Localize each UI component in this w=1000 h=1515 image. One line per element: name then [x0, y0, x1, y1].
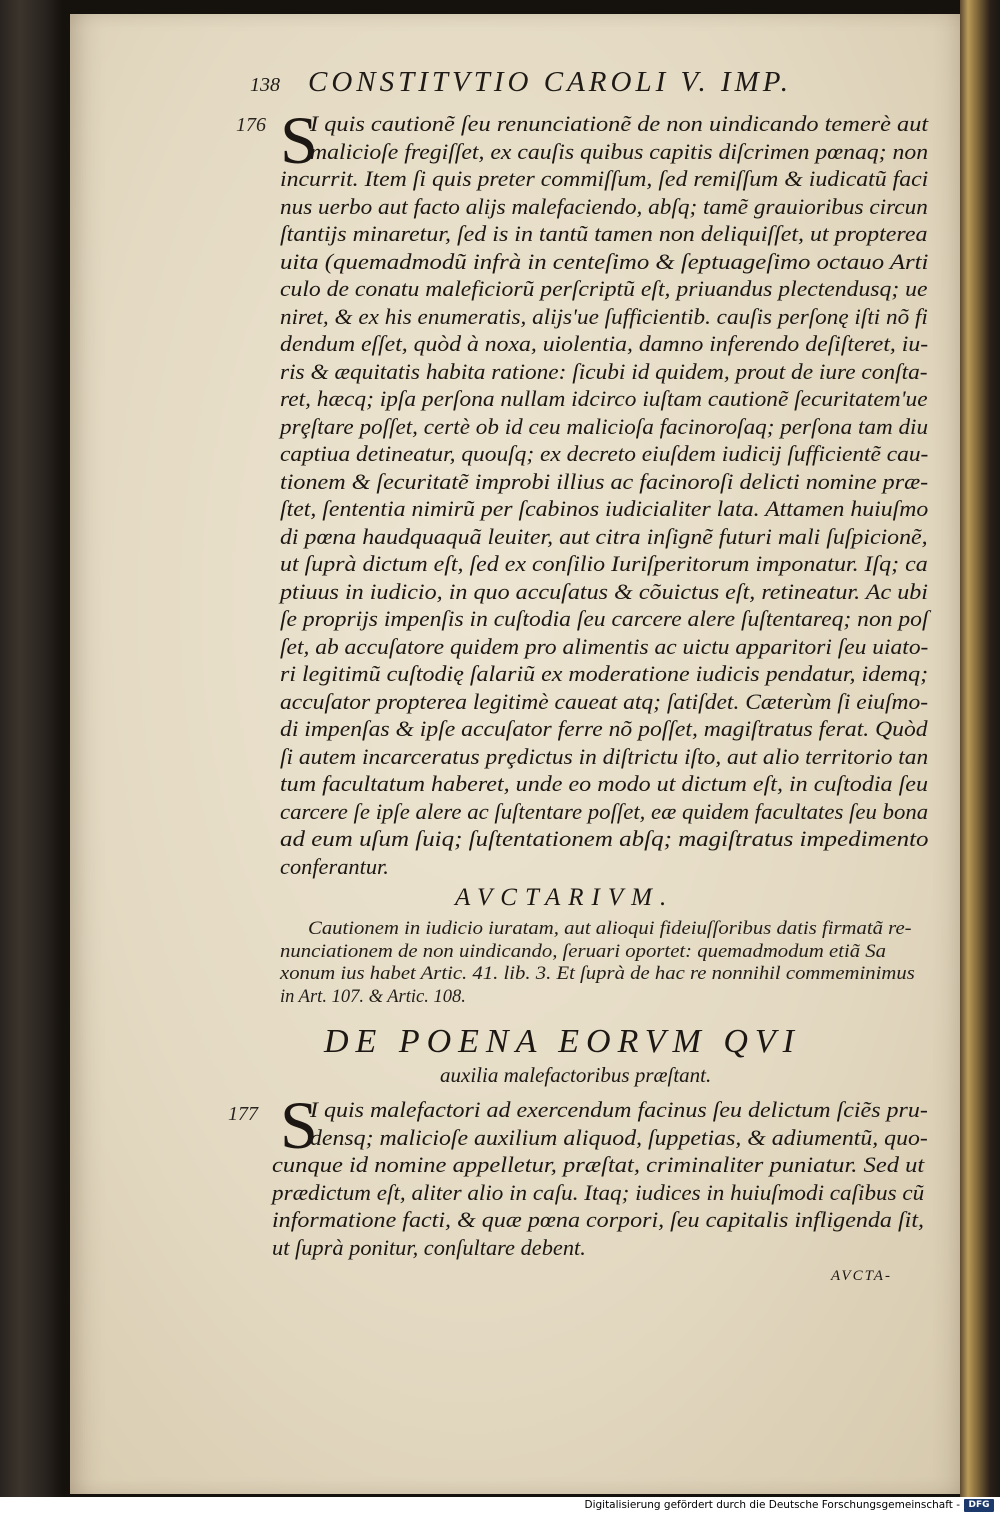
- text-line: ad eum uſum ſuiq; ſuſtentationem abſq; magiſtratus impedimento: [280, 826, 929, 851]
- text-line: I quis malefactori ad exercendum facinus ſeu delictum ſciẽs pru-: [310, 1097, 928, 1122]
- text-line: ut ſuprà ponitur, conſultare debent.: [272, 1234, 586, 1260]
- text-line: ſi autem incarceratus prȩdictus in diſtrictu iſto, aut alio territorio tan: [280, 743, 929, 769]
- text-line: culo de conatu maleficiorũ perſcriptũ eſt, priuandus plectendusq; ue: [280, 276, 928, 301]
- book-edge: [960, 0, 1000, 1497]
- text-line: ſtantijs minaretur, ſed is in tantũ tamen non deliquiſſet, ut propterea: [280, 221, 928, 246]
- text-line: captiua detineatur, quouſq; ex decreto eiuſdem iudicij ſufficientẽ cau-: [280, 441, 929, 466]
- running-head: [250, 66, 890, 106]
- text-line: I quis cautionẽ ſeu renunciationẽ de non uindicando temerè aut: [310, 111, 929, 136]
- text-line: ſet, ab accuſatore quidem pro alimentis ac uictu apparitori ſeu uiato-: [280, 633, 929, 659]
- text-line: ri legitimũ cuſtodię ſalariũ ex moderatione iudicis pendatur, idemq;: [280, 661, 929, 686]
- text-line: malicioſe fregiſſet, ex cauſis quibus capitis diſcrimen pœnaq; non: [310, 138, 929, 164]
- text-line: ut ſuprà dictum eſt, ſed ex conſilio Iuriſperitorum imponatur. Iſq; ca: [280, 551, 928, 576]
- text-line: ret, hæcq; ipſa perſona nullam idcirco iuſtam cautionẽ ſecuritatem'ue: [280, 386, 928, 411]
- text-line: prædictum eſt, aliter alio in caſu. Itaq; iudices in huiuſmodi caſibus cũ: [272, 1179, 925, 1205]
- text-line: informatione facti, & quæ pœna corpori, ſeu capitalis infligenda ſit,: [272, 1207, 925, 1232]
- dfg-logo: DFG: [964, 1499, 994, 1512]
- article-number: 177: [228, 1103, 258, 1125]
- footer-bar: [0, 1497, 1000, 1515]
- text-line: prȩſtare poſſet, certè ob id ceu malicioſa facinoroſaq; perſona tam diu: [280, 413, 929, 439]
- text-line: ptiuus in iudicio, in quo accuſatus & cõuictus eſt, retineatur. Ac ubi: [280, 578, 928, 604]
- text-line: Cautionem in iudicio iuratam, aut alioqui fideiuſſoribus datis firmatã re-: [308, 919, 912, 939]
- text-line: ris & æquitatis habita ratione: ſicubi id quidem, prout de iure conſta-: [280, 358, 928, 384]
- text-line: conferantur.: [280, 853, 389, 879]
- text-line: incurrit. Item ſi quis preter commiſſum, ſed remiſſum & iudicatũ faci: [280, 166, 929, 191]
- page-number: 138: [250, 74, 280, 96]
- auctarium-heading: AVCTARIVM.: [455, 884, 675, 911]
- text-line: dendum eſſet, quòd à noxa, uiolentia, damno inferendo deſiſteret, iu-: [280, 331, 929, 356]
- footer-credit: Digitalisierung gefördert durch die Deutsche Forschungsgemeinschaft -: [584, 1499, 960, 1511]
- text-line: di pœna haudquaquã leuiter, aut citra inſignẽ futuri mali ſuſpicionẽ,: [280, 523, 928, 549]
- catchword: AVCTA-: [831, 1268, 892, 1284]
- text-line: ſtet, ſententia nimirũ per ſcabinos iudicialiter lata. Attamen huiuſmo: [280, 496, 929, 521]
- text-line: cunque id nomine appelletur, præſtat, criminaliter puniatur. Sed ut: [272, 1152, 925, 1177]
- article-number: 176: [236, 114, 266, 136]
- drop-initial: S: [280, 1087, 318, 1163]
- section-heading: DE POENA EORVM QVI: [324, 1023, 801, 1060]
- text-line: tum facultatum haberet, unde eo modo ut dictum eſt, in cuſtodia ſeu: [280, 771, 929, 796]
- text-line: xonum ius habet Artic. 41. lib. 3. Et ſuprà de hac re nonnihil commeminimus: [280, 964, 915, 984]
- running-title: CONSTITVTIO CAROLI V. IMP.: [308, 66, 793, 98]
- drop-initial: S: [280, 102, 318, 178]
- text-line: carcere ſe ipſe alere ac ſuſtentare poſſet, eæ quidem facultates ſeu bona: [280, 798, 929, 824]
- text-line: nus uerbo aut facto alijs malefaciendo, abſq; tamẽ grauioribus circun: [280, 193, 928, 219]
- text-line: ſe proprijs impenſis in cuſtodia ſeu carcere alere ſuſtentareq; non poſ: [280, 606, 929, 631]
- text-line: densq; malicioſe auxilium aliquod, ſuppetias, & adiumentũ, quo-: [310, 1124, 928, 1150]
- text-line: in Art. 107. & Artic. 108.: [280, 986, 466, 1007]
- text-line: niret, & ex his enumeratis, alijs'ue ſufficientib. cauſis perſonę iſti nõ fi: [280, 303, 928, 329]
- section-subheading: auxilia malefactoribus præſtant.: [440, 1063, 712, 1087]
- text-line: accuſator propterea legitimè caueat atq; ſatiſdet. Cæterùm ſi eiuſmo-: [280, 688, 929, 714]
- text-line: tionem & ſecuritatẽ improbi illius ac facinoroſi delicti nomine præ-: [280, 468, 929, 494]
- text-line: uita (quemadmodũ infrà in centeſimo & ſeptuageſimo octauo Arti: [280, 248, 929, 274]
- text-line: di impenſas & ipſe accuſator ferre nõ poſſet, magiſtratus ferat. Quòd: [280, 716, 928, 741]
- text-line: nunciationem de non uindicando, ſeruari oportet: quemadmodum etiã Sa: [280, 941, 886, 962]
